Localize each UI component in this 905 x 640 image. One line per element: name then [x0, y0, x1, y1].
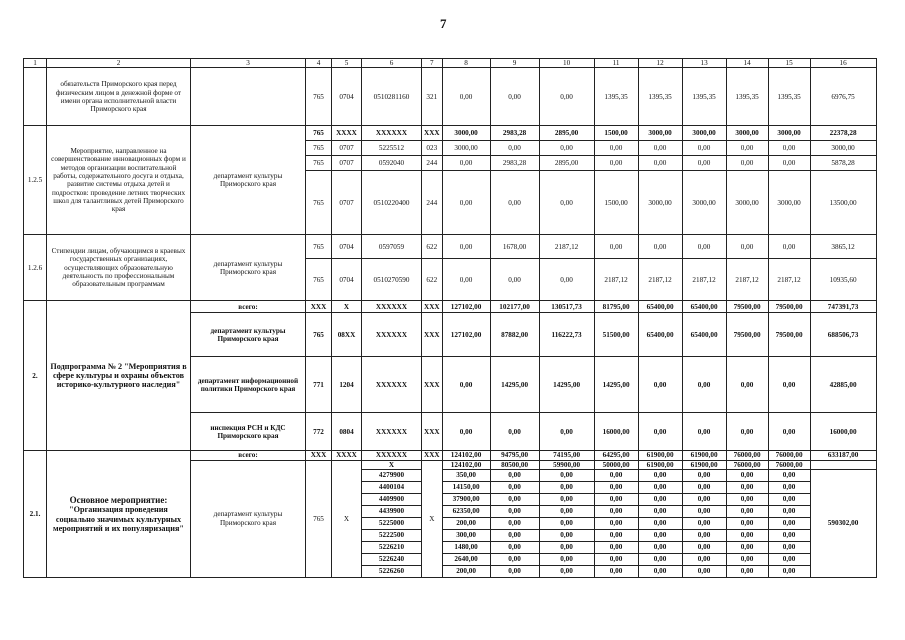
- table-cell: 0,00: [768, 469, 810, 481]
- column-header: 15: [768, 59, 810, 68]
- table-cell: 3000,00: [768, 126, 810, 141]
- table-row: [24, 68, 877, 126]
- row-number: 1.2.6: [24, 235, 47, 301]
- table-cell: 0,00: [768, 141, 810, 156]
- table-cell: 64295,00: [594, 451, 638, 460]
- table-cell: 0,00: [682, 156, 726, 171]
- table-cell: 0,00: [768, 529, 810, 541]
- table-cell: 0,00: [490, 171, 539, 235]
- table-cell: 765: [306, 141, 332, 156]
- table-cell: 0,00: [594, 481, 638, 493]
- table-cell: 3000,00: [810, 141, 876, 156]
- table-cell: XXX: [422, 126, 443, 141]
- column-header: 4: [306, 59, 332, 68]
- table-cell: 3000,00: [726, 126, 768, 141]
- table-cell: 0,00: [682, 413, 726, 451]
- table-cell: 127102,00: [442, 301, 490, 313]
- table-cell: 0,00: [726, 357, 768, 413]
- table-cell: 688506,73: [810, 313, 876, 357]
- table-cell: XXX: [306, 451, 332, 460]
- table-cell: 0,00: [442, 357, 490, 413]
- table-cell: 0707: [332, 171, 362, 235]
- column-header: 13: [682, 59, 726, 68]
- table-cell: 0592040: [362, 156, 422, 171]
- table-cell: 76000,00: [768, 451, 810, 460]
- table-cell: 127102,00: [442, 313, 490, 357]
- table-cell: 0,00: [539, 493, 594, 505]
- table-cell: 2640,00: [442, 553, 490, 565]
- table-cell: 14295,00: [490, 357, 539, 413]
- table-cell: 5878,28: [810, 156, 876, 171]
- table-cell: 61900,00: [682, 460, 726, 469]
- table-cell: 0,00: [539, 565, 594, 577]
- table-cell: XXX: [422, 413, 443, 451]
- table-cell: 0,00: [638, 553, 682, 565]
- table-cell: 4439900: [362, 505, 422, 517]
- table-cell: 622: [422, 259, 443, 301]
- table-cell: 1395,35: [594, 68, 638, 126]
- table-cell: 0,00: [638, 357, 682, 413]
- table-cell: XXX: [422, 313, 443, 357]
- table-cell: 1480,00: [442, 541, 490, 553]
- table-cell: 0,00: [594, 517, 638, 529]
- table-cell: 0,00: [768, 553, 810, 565]
- table-cell: 130517,73: [539, 301, 594, 313]
- table-cell: 0,00: [682, 481, 726, 493]
- activity-text: Стипендии лицам, обучающимся в краевых государственных организациях, осуществляющих образовательную деятельность по профессиональным образовательным программам: [47, 235, 191, 301]
- table-cell: XXXXXX: [362, 313, 422, 357]
- table-row: [24, 235, 877, 259]
- table-cell: 0,00: [490, 68, 539, 126]
- table-cell: 65400,00: [638, 313, 682, 357]
- executor: департамент культуры Приморского края: [191, 126, 306, 235]
- table-row: [24, 301, 877, 313]
- table-cell: XXX: [422, 451, 443, 460]
- table-cell: 244: [422, 156, 443, 171]
- column-header: 1: [24, 59, 47, 68]
- table-cell: XXXXXX: [362, 126, 422, 141]
- table-cell: 0,00: [638, 469, 682, 481]
- table-cell: 2187,12: [768, 259, 810, 301]
- table-cell: 1395,35: [726, 68, 768, 126]
- table-cell: 200,00: [442, 517, 490, 529]
- table-cell: 0,00: [726, 517, 768, 529]
- table-cell: 0,00: [682, 357, 726, 413]
- table-cell: 10935,60: [810, 259, 876, 301]
- table-cell: 124102,00: [442, 460, 490, 469]
- table-cell: 74195,00: [539, 451, 594, 460]
- table-cell: 0,00: [594, 553, 638, 565]
- table-cell: 0,00: [768, 235, 810, 259]
- activity-desc: "Организация проведения социально значимых культурных мероприятий и их популяризация": [53, 505, 184, 533]
- table-cell: 65400,00: [682, 313, 726, 357]
- table-cell: 0,00: [539, 171, 594, 235]
- table-cell: 0,00: [638, 413, 682, 451]
- row-number: 2.: [24, 301, 47, 451]
- table-cell: 0,00: [594, 141, 638, 156]
- table-cell: 200,00: [442, 565, 490, 577]
- table-cell: 0,00: [594, 505, 638, 517]
- table-cell: [810, 460, 876, 469]
- table-cell: 0,00: [638, 156, 682, 171]
- table-cell: 50000,00: [594, 460, 638, 469]
- column-header: 9: [490, 59, 539, 68]
- table-cell: 350,00: [442, 469, 490, 481]
- table-cell: 0,00: [594, 156, 638, 171]
- table-cell: 0,00: [490, 469, 539, 481]
- table-cell: 22378,28: [810, 126, 876, 141]
- table-cell: 37900,00: [442, 493, 490, 505]
- column-header: 16: [810, 59, 876, 68]
- table-cell: 0,00: [726, 235, 768, 259]
- table-cell: 61900,00: [638, 460, 682, 469]
- table-cell: 5226260: [362, 565, 422, 577]
- table-cell: 5225000: [362, 517, 422, 529]
- table-cell: 300,00: [442, 529, 490, 541]
- table-cell: XXXX: [332, 451, 362, 460]
- table-cell: 0,00: [638, 517, 682, 529]
- table-cell: 0510220400: [362, 171, 422, 235]
- table-cell: 0,00: [638, 235, 682, 259]
- table-cell: 81795,00: [594, 301, 638, 313]
- table-cell: 0,00: [726, 529, 768, 541]
- activity-text: [47, 451, 191, 578]
- table-cell: 51500,00: [594, 313, 638, 357]
- table-cell: 0,00: [638, 493, 682, 505]
- table-cell: 0,00: [490, 565, 539, 577]
- table-cell: 0,00: [682, 553, 726, 565]
- table-cell: 3000,00: [638, 126, 682, 141]
- executor: всего:: [191, 451, 306, 460]
- table-cell: 0,00: [539, 141, 594, 156]
- table-cell: 0,00: [682, 235, 726, 259]
- table-cell: 65400,00: [682, 301, 726, 313]
- table-cell: 0,00: [490, 541, 539, 553]
- table-cell: 0,00: [638, 141, 682, 156]
- table-cell: 79500,00: [768, 301, 810, 313]
- table-cell: 0597059: [362, 235, 422, 259]
- table-cell: XXXX: [332, 126, 362, 141]
- table-cell: 023: [422, 141, 443, 156]
- table-cell: 3000,00: [726, 171, 768, 235]
- table-cell: 0,00: [490, 413, 539, 451]
- table-cell: 321: [422, 68, 443, 126]
- table-cell: 14295,00: [594, 357, 638, 413]
- table-cell: 65400,00: [638, 301, 682, 313]
- table-cell: 0,00: [594, 529, 638, 541]
- table-cell: 94795,00: [490, 451, 539, 460]
- table-cell: 0,00: [768, 357, 810, 413]
- column-header: 5: [332, 59, 362, 68]
- table-cell: 0,00: [726, 493, 768, 505]
- table-cell: 61900,00: [682, 451, 726, 460]
- column-header: 8: [442, 59, 490, 68]
- table-cell: 765: [306, 156, 332, 171]
- table-cell: 0704: [332, 235, 362, 259]
- table-cell: XXXXXX: [362, 357, 422, 413]
- table-row: [24, 451, 877, 460]
- table-cell: 0,00: [594, 541, 638, 553]
- table-cell: 0,00: [726, 141, 768, 156]
- table-cell: 0,00: [726, 469, 768, 481]
- table-cell: 5222500: [362, 529, 422, 541]
- table-cell: 765: [306, 126, 332, 141]
- table-cell: 0,00: [768, 541, 810, 553]
- table-cell: 590302,00: [810, 469, 876, 577]
- table-cell: 0,00: [490, 505, 539, 517]
- table-cell: 0,00: [682, 565, 726, 577]
- table-cell: 2895,00: [539, 156, 594, 171]
- table-body: [24, 59, 877, 578]
- table-cell: 3865,12: [810, 235, 876, 259]
- table-cell: 0,00: [490, 141, 539, 156]
- table-cell: 2895,00: [539, 126, 594, 141]
- table-cell: 0,00: [442, 156, 490, 171]
- table-cell: 1500,00: [594, 126, 638, 141]
- table-cell: 0704: [332, 259, 362, 301]
- table-cell: 765: [306, 235, 332, 259]
- table-cell: 102177,00: [490, 301, 539, 313]
- table-cell: 0,00: [726, 565, 768, 577]
- table-cell: 0,00: [682, 469, 726, 481]
- executor: всего:: [191, 301, 306, 313]
- table-cell: 0,00: [768, 156, 810, 171]
- column-header: 3: [191, 59, 306, 68]
- table-cell: X: [362, 460, 422, 469]
- table-cell: 79500,00: [726, 301, 768, 313]
- table-cell: 1204: [332, 357, 362, 413]
- table-cell: 765: [306, 259, 332, 301]
- table-cell: 765: [306, 171, 332, 235]
- table-cell: 0,00: [539, 469, 594, 481]
- table-cell: 0,00: [490, 481, 539, 493]
- table-cell: 124102,00: [442, 451, 490, 460]
- activity-title: Основное мероприятие:: [69, 494, 168, 505]
- table-cell: 16000,00: [594, 413, 638, 451]
- table-cell: 76000,00: [726, 451, 768, 460]
- table-cell: 14295,00: [539, 357, 594, 413]
- table-cell: 5226210: [362, 541, 422, 553]
- table-cell: 0,00: [682, 493, 726, 505]
- page-number: 7: [440, 16, 447, 31]
- table-cell: 0,00: [726, 413, 768, 451]
- table-cell: 0707: [332, 156, 362, 171]
- table-cell: XXXXXX: [362, 413, 422, 451]
- subprogram-title: Подпрограмма № 2 "Мероприятия в сфере культуры и охраны объектов историко-культурного наследия": [47, 301, 191, 451]
- executor: департамент культуры Приморского края: [191, 460, 306, 577]
- table-cell: 244: [422, 171, 443, 235]
- table-cell: 0,00: [490, 529, 539, 541]
- column-header: 7: [422, 59, 443, 68]
- table-cell: 61900,00: [638, 451, 682, 460]
- table-cell: 87882,00: [490, 313, 539, 357]
- table-cell: X: [332, 460, 362, 577]
- column-header: 11: [594, 59, 638, 68]
- table-cell: 0707: [332, 141, 362, 156]
- table-row: [24, 126, 877, 141]
- table-cell: 0,00: [682, 505, 726, 517]
- table-cell: 4409900: [362, 493, 422, 505]
- table-cell: 2983,28: [490, 156, 539, 171]
- table-cell: 3000,00: [682, 126, 726, 141]
- table-cell: 1395,35: [682, 68, 726, 126]
- table-cell: 0,00: [490, 493, 539, 505]
- table-cell: 3000,00: [442, 126, 490, 141]
- table-cell: 0,00: [594, 469, 638, 481]
- table-cell: 1500,00: [594, 171, 638, 235]
- column-header: 14: [726, 59, 768, 68]
- column-header: 10: [539, 59, 594, 68]
- table-cell: 0,00: [638, 565, 682, 577]
- executor: департамент культуры Приморского края: [191, 235, 306, 301]
- table-cell: 772: [306, 413, 332, 451]
- table-cell: 0,00: [539, 68, 594, 126]
- executor: департамент культуры Приморского края: [191, 313, 306, 357]
- table-cell: 0,00: [539, 553, 594, 565]
- table-cell: 0,00: [768, 481, 810, 493]
- table-cell: XXXXXX: [362, 301, 422, 313]
- table-cell: 0,00: [442, 413, 490, 451]
- table-cell: 0,00: [768, 565, 810, 577]
- table-cell: 1395,35: [768, 68, 810, 126]
- table-cell: 1678,00: [490, 235, 539, 259]
- table-cell: 0,00: [726, 541, 768, 553]
- table-cell: 0,00: [490, 259, 539, 301]
- table-cell: 08XX: [332, 313, 362, 357]
- table-cell: 747391,73: [810, 301, 876, 313]
- table-cell: 0,00: [682, 141, 726, 156]
- table-cell: 2983,28: [490, 126, 539, 141]
- table-cell: X: [332, 301, 362, 313]
- executor: департамент информационной политики Приморского края: [191, 357, 306, 413]
- table-cell: 5225512: [362, 141, 422, 156]
- table-cell: 0,00: [539, 481, 594, 493]
- table-cell: 76000,00: [726, 460, 768, 469]
- table-cell: 6976,75: [810, 68, 876, 126]
- table-cell: 0,00: [682, 529, 726, 541]
- table-cell: 4279900: [362, 469, 422, 481]
- table-cell: 0,00: [768, 505, 810, 517]
- row-number: 2.1.: [24, 451, 47, 578]
- table-cell: 622: [422, 235, 443, 259]
- table-cell: 0,00: [682, 517, 726, 529]
- table-cell: 0,00: [682, 541, 726, 553]
- table-cell: 2187,12: [594, 259, 638, 301]
- table-cell: 765: [306, 313, 332, 357]
- row-number: 1.2.5: [24, 126, 47, 235]
- table-cell: 0,00: [442, 68, 490, 126]
- executor: [191, 68, 306, 126]
- table-cell: 0,00: [442, 259, 490, 301]
- table-cell: 0,00: [726, 156, 768, 171]
- table-cell: 0510281160: [362, 68, 422, 126]
- table-cell: 3000,00: [442, 141, 490, 156]
- table-cell: 14150,00: [442, 481, 490, 493]
- table-cell: 0804: [332, 413, 362, 451]
- column-header: 6: [362, 59, 422, 68]
- activity-text: обязательств Приморского края перед физическим лицом в денежной форме от имени органа исполнительной власти Приморского края: [47, 68, 191, 126]
- table-cell: 2187,12: [726, 259, 768, 301]
- column-header: 2: [47, 59, 191, 68]
- table-cell: 42885,00: [810, 357, 876, 413]
- table-cell: 0,00: [768, 517, 810, 529]
- row-number: [24, 68, 47, 126]
- table-cell: 0,00: [638, 481, 682, 493]
- table-cell: 0,00: [726, 481, 768, 493]
- table-cell: 0,00: [768, 413, 810, 451]
- table-cell: 0,00: [594, 235, 638, 259]
- table-cell: 16000,00: [810, 413, 876, 451]
- table-cell: 0,00: [638, 505, 682, 517]
- table-cell: 0,00: [539, 541, 594, 553]
- table-cell: 0,00: [442, 235, 490, 259]
- table-cell: 0,00: [638, 541, 682, 553]
- program-table: [23, 58, 877, 578]
- table-cell: 76000,00: [768, 460, 810, 469]
- table-cell: 0,00: [539, 413, 594, 451]
- table-cell: 0,00: [442, 171, 490, 235]
- table-cell: XXX: [306, 301, 332, 313]
- table-cell: 0,00: [490, 553, 539, 565]
- table-cell: 771: [306, 357, 332, 413]
- table-cell: 765: [306, 68, 332, 126]
- table-cell: 633187,00: [810, 451, 876, 460]
- table-cell: 0,00: [539, 517, 594, 529]
- table-cell: 1395,35: [638, 68, 682, 126]
- table-cell: X: [422, 460, 443, 577]
- table-cell: 13500,00: [810, 171, 876, 235]
- table-cell: 0,00: [539, 505, 594, 517]
- table-cell: 0,00: [638, 529, 682, 541]
- activity-text: Мероприятие, направленное на совершенствование инновационных форм и методов организации воспитательной работы, содержательного досуга и отдыха, развитие системы отдыха детей и подростков: проведение летних творческих школ для талантливых детей Приморского края: [47, 126, 191, 235]
- column-header: 12: [638, 59, 682, 68]
- table-cell: 0,00: [768, 493, 810, 505]
- table-cell: 0,00: [594, 493, 638, 505]
- table-row: [24, 59, 877, 68]
- table-cell: 0,00: [539, 529, 594, 541]
- table-cell: 0,00: [726, 553, 768, 565]
- table-cell: 0,00: [539, 259, 594, 301]
- table-cell: 3000,00: [682, 171, 726, 235]
- table-cell: 0,00: [726, 505, 768, 517]
- table-cell: XXXXXX: [362, 451, 422, 460]
- table-cell: 79500,00: [726, 313, 768, 357]
- table-cell: 62350,00: [442, 505, 490, 517]
- table-cell: XXX: [422, 357, 443, 413]
- table-cell: 2187,12: [539, 235, 594, 259]
- table-cell: 59900,00: [539, 460, 594, 469]
- table-cell: 79500,00: [768, 313, 810, 357]
- table-cell: 765: [306, 460, 332, 577]
- table-cell: XXX: [422, 301, 443, 313]
- table-cell: 0,00: [490, 517, 539, 529]
- table-cell: 5226240: [362, 553, 422, 565]
- table-cell: 0510270590: [362, 259, 422, 301]
- executor: инспекция РСН и КДС Приморского края: [191, 413, 306, 451]
- table-cell: 4400104: [362, 481, 422, 493]
- table-cell: 0,00: [594, 565, 638, 577]
- table-cell: 116222,73: [539, 313, 594, 357]
- table-cell: 0704: [332, 68, 362, 126]
- table-cell: 3000,00: [638, 171, 682, 235]
- table-cell: 2187,12: [682, 259, 726, 301]
- table-cell: 3000,00: [768, 171, 810, 235]
- table-cell: 80500,00: [490, 460, 539, 469]
- table-cell: 2187,12: [638, 259, 682, 301]
